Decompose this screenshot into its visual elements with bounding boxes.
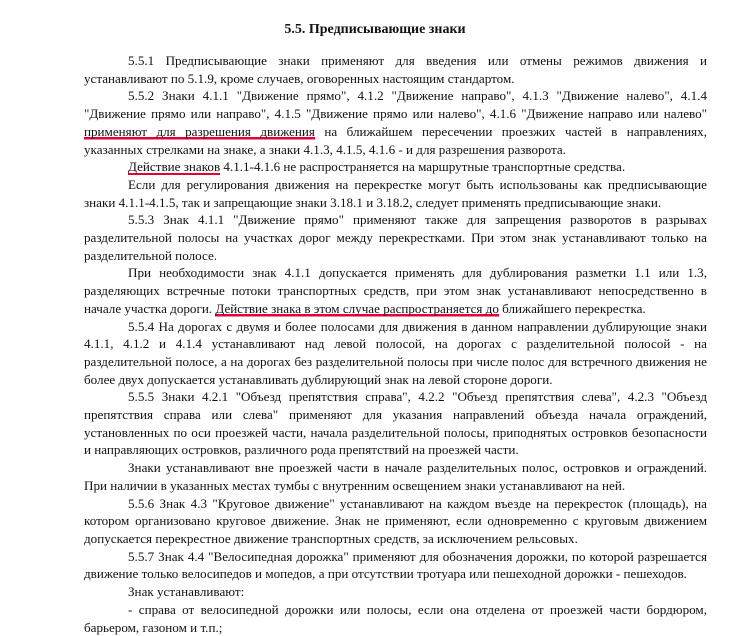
paragraph-5-5-3: 5.5.3 Знак 4.1.1 "Движение прямо" применяют также для запрещения разворотов в разрывах разделительной полосы на участках дорог между перекрестками. При этом знак устанавливают только на разделительной полосе. [84,212,707,263]
paragraph-5-5-5: 5.5.5 Знаки 4.2.1 "Объезд препятствия справа", 4.2.2 "Объезд препятствия слева", 4.2.3 "Объезд препятствия справа или слева" применяют для указания направлений объезда начала ограждений, установленных по оси проезжей части, начала разделительной полосы, приподнятых островков безопасности и направляющих островков, различного рода препятствий на проезжей части. [84,389,707,458]
paragraph-text: на ближайшем пересечении проезжих частей в направлениях, указанных стрелками на знаке, а знаки 4.1.3, 4.1.5, 4.1.6 - и для разрешения разворота. [84,123,707,157]
paragraph-marking-duplication [84,264,707,317]
paragraph-5-5-1: 5.5.1 Предписывающие знаки применяют для введения или отмены режимов движения и устанавливают по 5.1.9, кроме случаев, оговоренных настоящим стандартом. [84,53,707,86]
paragraph-text: 5.5.2 Знаки 4.1.1 "Движение прямо", 4.1.2 "Движение направо", 4.1.3 "Движение налево", 4.1.4 "Движение прямо или направо", 4.1.5 "Движение прямо или налево", 4.1.6 "Движение направо или налево" [84,88,707,122]
paragraph-sign-placement: Знаки устанавливают вне проезжей части в начале разделительных полос, островков и ограждений. При наличии в указанных местах тумбы с внутренним освещением знаки устанавливают на ней. [84,460,707,493]
paragraph-intersection-regulation: Если для регулирования движения на перекрестке могут быть использованы как предписывающие знаки 4.1.1-4.1.5, так и запрещающие знаки 3.18.1 и 3.18.2, следует применять предписывающие знаки. [84,176,707,210]
paragraph-5-5-7: 5.5.7 Знак 4.4 "Велосипедная дорожка" применяют для обозначения дорожки, по которой разрешается движение только велосипедов и мопедов, а при отсутствии тротуара или пешеходной дорожки - пешеходов. [84,548,707,582]
highlighted-phrase: применяют для разрешения движения [84,123,315,139]
section-title: 5.5. Предписывающие знаки [284,22,466,37]
paragraph-installation-intro: Знак устанавливают: [128,584,245,600]
paragraph-text: При необходимости знак 4.1.1 допускается применять для дублирования разметки 1.1 или 1.3, разделяющих встречные потоки транспортных средств, при этом знак устанавливают непосредственно в начале участка дороги. [84,265,707,316]
paragraph-5-5-6: 5.5.6 Знак 4.3 "Круговое движение" устанавливают на каждом въезде на перекресток (площадь), на котором организовано круговое движение. Знак не применяют, если одновременно с круговым движением допускается перекрестное движение транспортных средств, за исключением рельсовых. [84,495,707,546]
paragraph-text: 4.1.1-4.1.6 не распространяется на маршрутные транспортные средства. [220,159,626,175]
paragraph-installation-item: - справа от велосипедной дорожки или полосы, если она отделена от проезжей части бордюром, барьером, газоном и т.п.; [84,601,707,635]
paragraph-text: ближайшего перекрестка. [498,300,646,316]
paragraph-5-5-2 [84,87,707,158]
highlighted-phrase: Действие знаков [128,159,221,175]
section-body [84,52,707,636]
paragraph-sign-action [84,158,707,176]
paragraph-5-5-4: 5.5.4 На дорогах с двумя и более полосами для движения в данном направлении дублирующие знаки 4.1.1, 4.1.2 и 4.1.4 устанавливают над левой полосой, на дорогах с разделительной полосой - на разделительной полосе, а на дорогах без разделительной полосы при числе полос для встречного движения не более двух допускается устанавливать дублирующий знак на левой стороне дороги. [84,318,707,387]
highlighted-phrase: Действие знака в этом случае распространяется до [215,300,499,316]
